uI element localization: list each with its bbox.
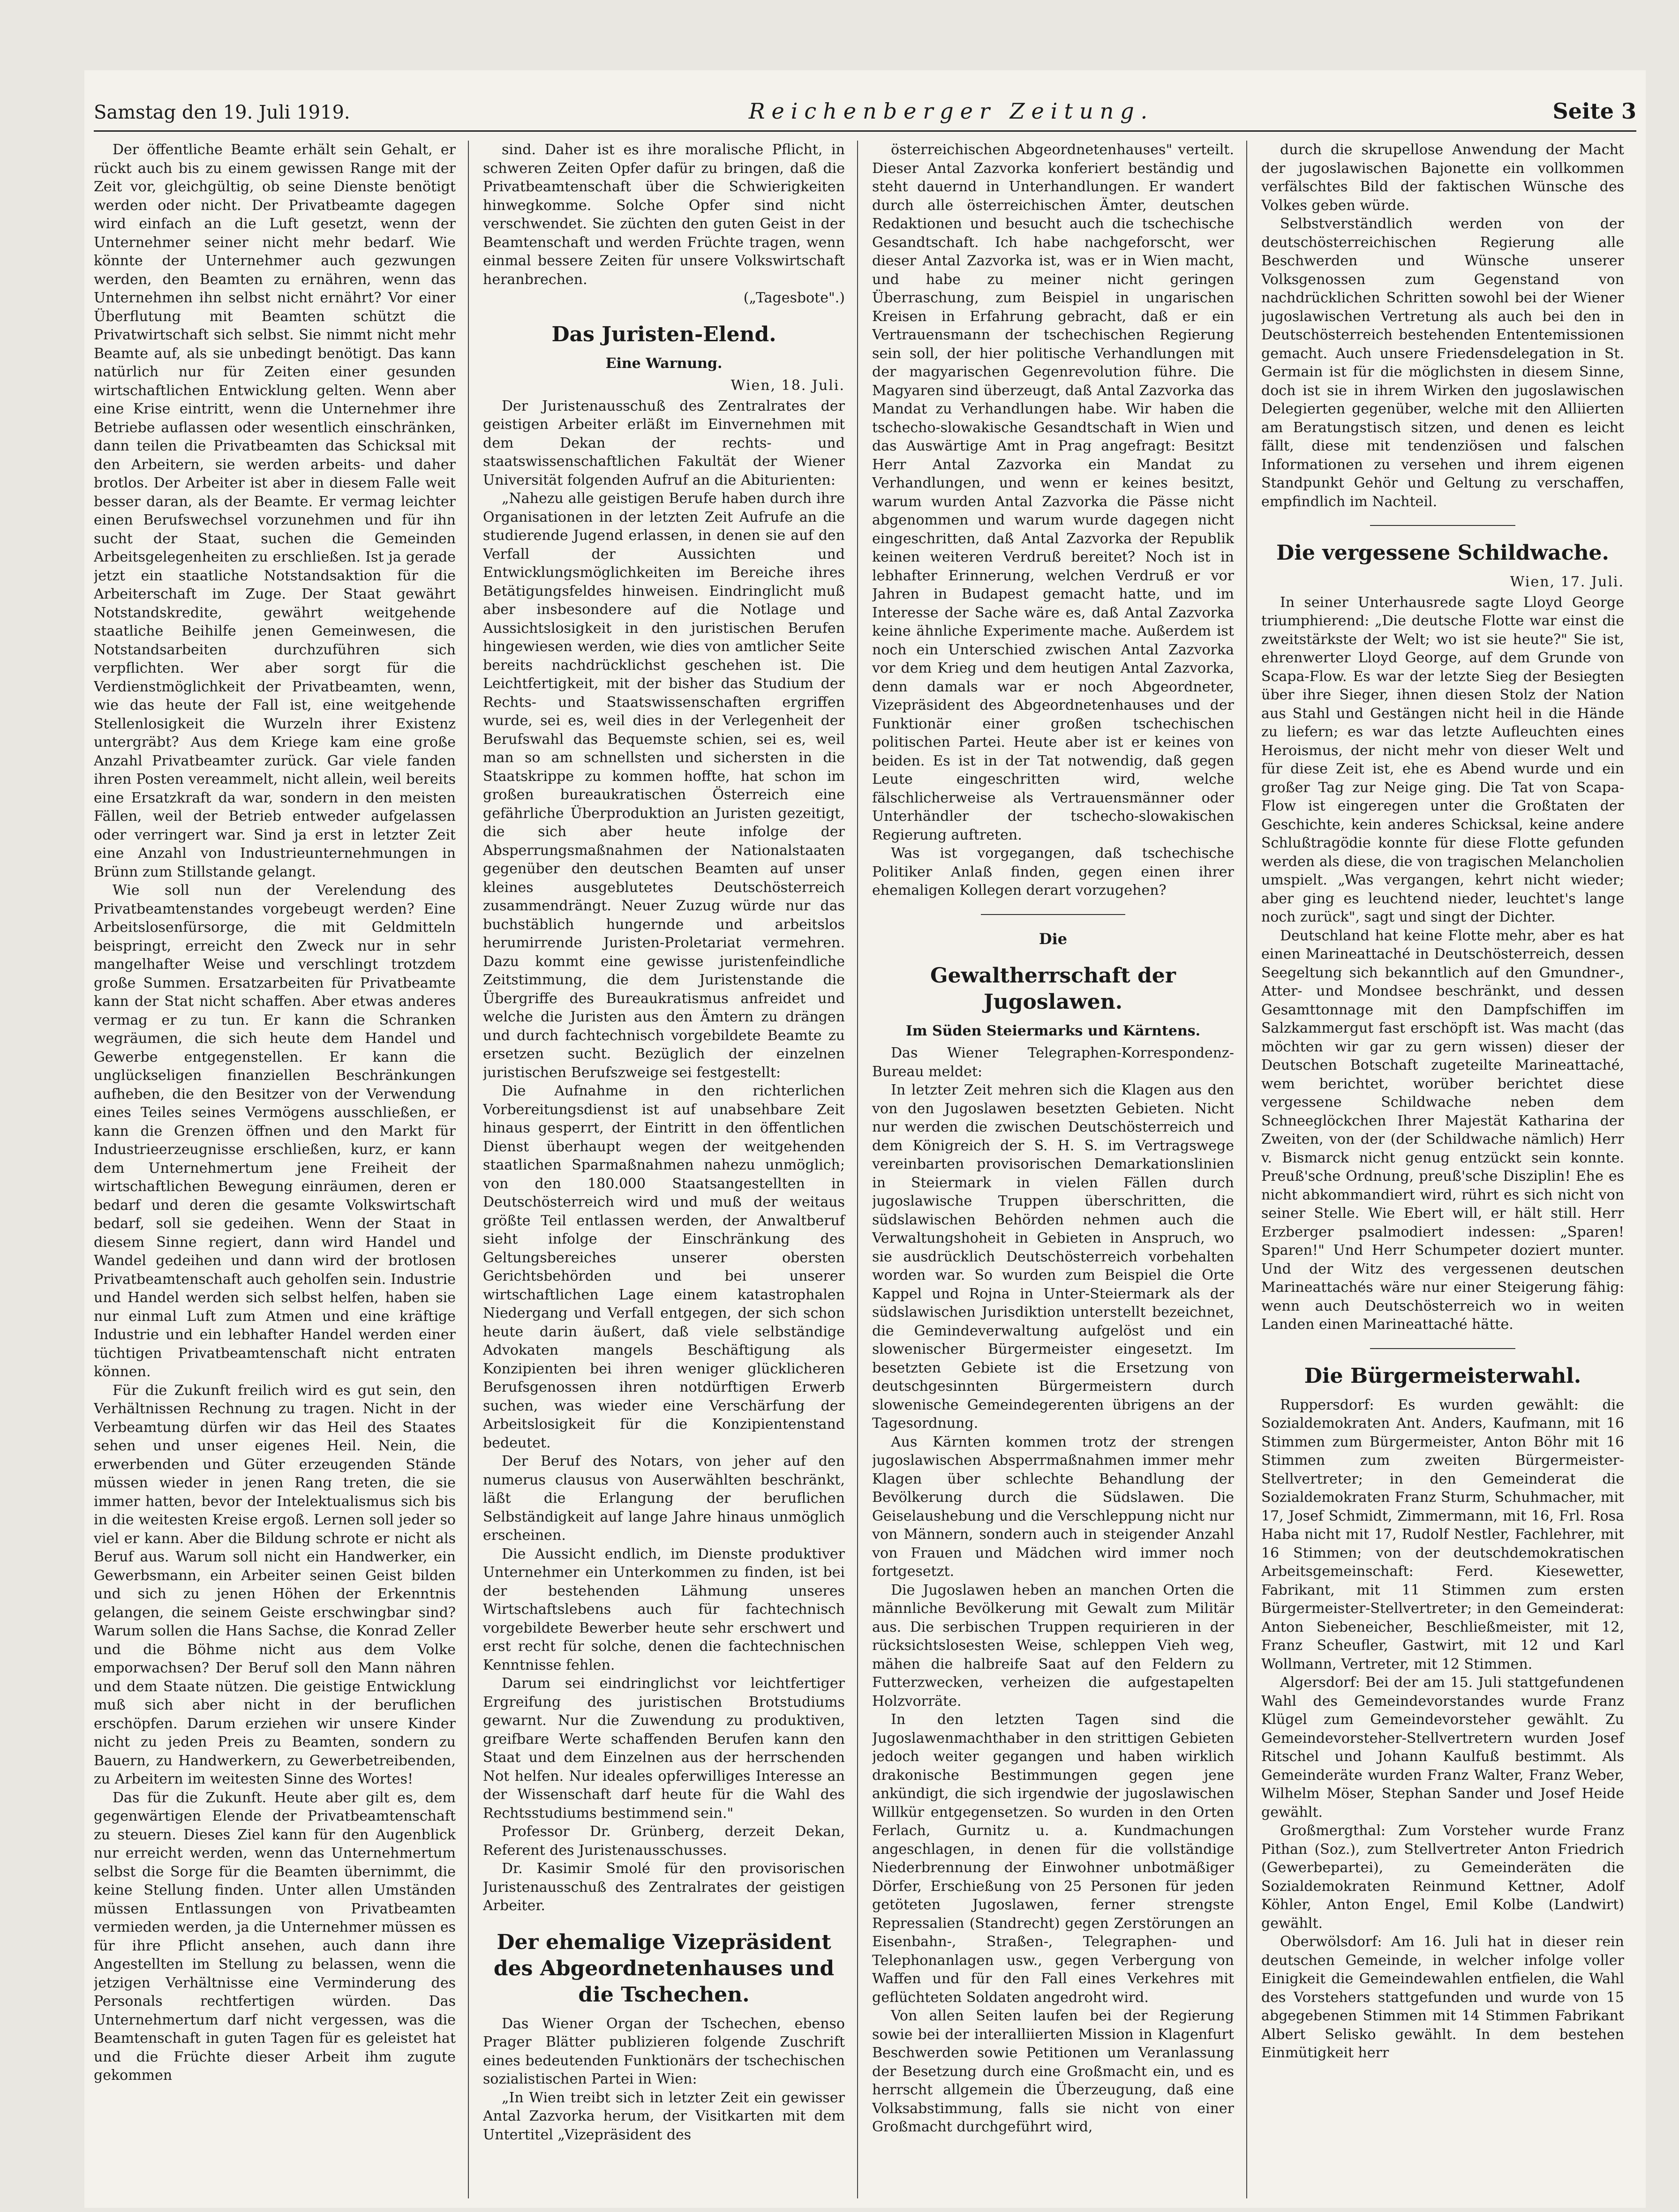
paragraph: Großmergthal: Zum Vorsteher wurde Franz Pithan (Soz.), zum Stellvertreter Anton Friedrich (Gewerbepartei), zu Gemeinderäten die Sozialdemokraten Reinmund Kettner, Adolf Köhler, Anton Engel, Emil Kolbe (Landwirt) gewählt.: [1261, 1822, 1624, 1932]
paragraph: Aus Kärnten kommen trotz der strengen jugoslawischen Absperrmaßnahmen immer mehr Klagen über schlechte Behandlung der Bevölkerung durch die Südslawen. Die Geiselaushebung und die Verschleppung nicht nur von Männern, sondern auch in steigender Anzahl von Frauen und Mädchen wird immer noch fortgesetzt.: [872, 1433, 1234, 1580]
divider: [1370, 525, 1515, 526]
paragraph: Das Wiener Telegraphen-Korrespondenz-Bureau meldet:: [872, 1045, 1234, 1080]
signature: Professor Dr. Grünberg, derzeit Dekan, Referent des Juristenausschusses.: [483, 1823, 845, 1859]
paragraph: In letzter Zeit mehren sich die Klagen aus den von den Jugoslawen besetzten Gebieten. Nicht nur werden die zwischen Deutschösterreich und dem Königreich der S. H. S. im Vertragswege vereinbarten provisorischen Demarkationslinien in Steiermark in vielen Fällen durch jugoslawische Truppen überschritten, die südslawischen Behörden nehmen auch die Verwaltungshoheit in Gebieten in Anspruch, wo sie ausdrücklich Deutschösterreich vorbehalten worden war. So wurden zum Beispiel die Orte Kappel und Rojna in Unter-Steiermark als der südslawischen Jurisdiktion unterstellt bezeichnet, die Gemindeverwaltung aufgelöst und ein slowenischer Bürgermeister eingesetzt. Im besetzten Gebiete ist die Ersetzung von deutschgesinnten Bürgermeistern durch slowenische Gemeindegerenten übrigens an der Tagesordnung.: [872, 1082, 1234, 1432]
paragraph: österreichischen Abgeordnetenhauses" verteilt. Dieser Antal Zazvorka konferiert beständig und steht dauernd in Unterhandlungen. Er wandert durch alle österreichischen Ämter, deutschen Redaktionen und besucht auch die tschechische Gesandtschaft. Ich habe nachgeforscht, wer dieser Antal Zazvorka ist, was er in Wien macht, und habe zu meiner nicht geringen Überraschung, zum Beispiel in ungarischen Kreisen in Erfahrung gebracht, daß er ein Vertrauensmann der tschechischen Regierung sein soll, der hier politische Verhandlungen mit der magyarischen Gegenrevolution führe. Die Magyaren sind überzeugt, daß Antal Zazvorka das Mandat zu Verhandlungen habe. Wir haben die tschecho-slowakische Gesandtschaft in Wien und das Auswärtige Amt in Prag angefragt: Besitzt Herr Antal Zazvorka ein Mandat zu Verhandlungen, und wenn er keines besitzt, warum wurden Antal Zazvorka die Pässe nicht abgenommen und warum wurde dagegen nicht eingeschritten, daß Antal Zazvorka der Republik keinen weiteren Verdruß bereitet? Noch ist in lebhafter Erinnerung, welchen Verdruß er vor Jahren in Budapest gemacht hatte, und im Interesse der Sache wäre es, daß Antal Zazvorka keine ähnliche Experimente mache. Außerdem ist noch ein Unterschied zwischen Antal Zazvorka vor dem Krieg und dem heutigen Antal Zazvorka, denn damals war er noch Abgeordneter, Vizepräsident des Abgeordnetenhauses und der Funktionär einer großen tschechischen politischen Partei. Heute aber ist er keines von beiden. Es ist in der Tat notwendig, daß gegen Leute eingeschritten wird, welche fälschlicherweise als Vertrauensmänner oder Unterhändler der tschecho-slowakischen Regierung auftreten.: [872, 142, 1234, 843]
paragraph: Von allen Seiten laufen bei der Regierung sowie bei der interalliierten Mission in Klagenfurt Beschwerden sowie Petitionen um Veranlassung der Besetzung durch eine Großmacht ein, und es herrscht allgemein die Überzeugung, daß eine Volksabstimmung, falls sie nicht von einer Großmacht durchgeführt wird,: [872, 2008, 1234, 2135]
paragraph: Das Wiener Organ der Tschechen, ebenso Prager Blätter publizieren folgende Zuschrift eines bedeutenden Funktionärs der tschechischen sozialistischen Partei in Wien:: [483, 2015, 845, 2087]
column-2: [483, 141, 858, 2198]
divider: [1370, 1348, 1515, 1349]
paragraph: Selbstverständlich werden von der deutschösterreichischen Regierung alle Beschwerden und Wünsche unserer Volksgenossen zum Gegenstand von nachdrücklichen Schritten sowohl bei der Wiener jugoslawischen Vertretung als auch bei den in Deutschösterreich bestehenden Ententemissionen gemacht. Auch unsere Friedensdelegation in St. Germain ist für die möglichsten in diesem Sinne, doch ist sie in ihrem Wirken den jugoslawischen Delegierten gegenüber, welche mit den Alliierten am Beratungstisch sitzen, und denen es leicht fällt, diese mit tendenziösen und falschen Informationen zu versehen und ihrem eigenen Standpunkt Gehör und Geltung zu verschaffen, empfindlich im Nachteil.: [1261, 216, 1624, 510]
paragraph: Für die Zukunft freilich wird es gut sein, den Verhältnissen Rechnung zu tragen. Nicht in der Verbeamtung dürfen wir das Heil des Staates sehen und unser eigenes Heil. Nein, die erwerbenden und Güter erzeugenden Stände müssen wieder in jenen Rang treten, die sie immer hatten, bevor der Intelektualismus sich bis in die weitesten Kreise ergoß. Lernen soll jeder so viel er kann. Aber die Bildung schrote er nicht als Beruf aus. Warum soll nicht ein Handwerker, ein Gewerbsmann, ein Arbeiter seinen Geist bilden und sich zu jenen Höhen der Erkenntnis gelangen, die seinem Geiste erschwingbar sind? Warum sollen die Hans Sachse, die Konrad Zeller und die Böhme nicht aus dem Volke emporwachsen? Der Beruf soll den Mann nähren und dem Staate nützen. Die geistige Entwicklung muß sich aber nicht in der beruflichen erschöpfen. Darum erziehen wir unsere Kinder nicht zu jeden Preis zu Beamten, sondern zu Bauern, zu Handwerkern, zu Gewerbetreibenden, zu Arbeitern im weitesten Sinne des Wortes!: [94, 1382, 456, 1787]
paragraph: Der Beruf des Notars, von jeher auf den numerus clausus von Auserwählten beschränkt, läßt die Erlangung der beruflichen Selbständigkeit auf lange Jahre hinaus unmöglich erscheinen.: [483, 1453, 845, 1544]
column-3: [872, 141, 1247, 2198]
masthead: [94, 98, 1636, 127]
dateline: Wien, 17. Juli.: [1510, 574, 1624, 590]
article-headline: Gewaltherrschaft der Jugoslawen.: [930, 963, 1176, 1014]
paragraph: In den letzten Tagen sind die Jugoslawenmachthaber in den strittigen Gebieten jedoch weiter gegangen und haben wirklich drakonische Bestimmungen gegen jene ankündigt, die sich irgendwie der jugoslawischen Willkür entgegensetzen. So wurden in den Orten Ferlach, Gurnitz u. a. Kundmachungen angeschlagen, in denen für die vollständige Niederbrennung der Einwohner unbotmäßiger Dörfer, Erschießung von 25 Personen für jeden getöteten Jugoslawen, ferner strengste Repressalien (Standrecht) gegen Zerstörungen an Eisenbahn-, Straßen-, Telegraphen- und Telephonanlagen usw., gegen Verbergung von Waffen und für den Fall eines Verkehres mit geflüchteten Soldaten angedroht wird.: [872, 1711, 1234, 2006]
paragraph: Die Aufnahme in den richterlichen Vorbereitungsdienst ist auf unabsehbare Zeit hinaus gesperrt, der Eintritt in den öffentlichen Dienst überhaupt wegen der weitgehenden staatlichen Sparmaßnahmen nahezu unmöglich; von den 180.000 Staatsangestellten in Deutschösterreich wird und muß der weitaus größte Teil entlassen werden, der Anwaltberuf sieht infolge der Einschränkung des Geltungsbereiches unserer obersten Gerichtsbehörden und bei unserer wirtschaftlichen Lage einem katastrophalen Niedergang und Verfall entgegen, der sich schon heute darin äußert, daß viele selbständige Advokaten mangels Beschäftigung als Konzipienten bei ihren weniger glücklicheren Berufsgenossen ihren notdürftigen Erwerb suchen, was wieder eine Verschärfung der Arbeitslosigkeit für die Konzipientenstand bedeutet.: [483, 1083, 845, 1451]
paragraph: Darum sei eindringlichst vor leichtfertiger Ergreifung des juristischen Brotstudiums gewarnt. Nur die Zuwendung zu produktiven, greifbare Werte schaffenden Berufen kann den Staat und dem Einzelnen aus der herrschenden Not helfen. Nur ideales opferwilliges Interesse an der Wissenschaft darf heute für die Wahl des Rechtsstudiums bestimmend sein.": [483, 1675, 845, 1822]
paragraph: „Nahezu alle geistigen Berufe haben durch ihre Organisationen in der letzten Zeit Aufrufe an die studierende Jugend erlassen, in denen sie auf den Verfall der Aussichten und Entwicklungsmöglichkeiten im Bereiche ihres Betätigungsfeldes hinweisen. Eindringlicht muß aber insbesondere auf die Notlage und Aussichtslosigkeit in den juristischen Berufen hingewiesen werden, wie dies von amtlicher Seite bereits nachdrücklichst geschehen ist. Die Leichtfertigkeit, mit der bisher das Studium der Rechts- und Staatswissenschaften ergriffen wurde, sei es, weil dies in der Verlegenheit der Berufswahl das Bequemste schien, sei es, weil man so am schnellsten und sichersten in die Staatskrippe zu kommen hoffte, hat schon im großen bureaukratischen Österreich eine gefährliche Überproduktion an Juristen gezeitigt, die sich aber heute infolge der Absperrungsmaßnahmen der Nationalstaaten gegenüber den deutschen Beamten auf unser kleines ausgeblutetes Deutschösterreich zusammendrängt. Neuer Zuzug würde nur das buchstäblich hungernde und arbeitslos herumirrende Juristen-Proletariat vermehren. Dazu kommt eine gewisse juristenfeindliche Zeitstimmung, die dem Juristenstande die Übergriffe des Bureaukratismus anfreidet und welche die Juristen aus den Ämtern zu drängen und durch fachtechnisch vorgebildete Beamte zu ersetzen sucht. Bezüglich der einzelnen juristischen Berufszweige sei festgestellt:: [483, 490, 845, 1081]
paragraph: Was ist vorgegangen, daß tschechische Politiker Anlaß finden, gegen einen ihrer ehemaligen Kollegen derart vorzugehen?: [872, 845, 1234, 899]
article-headline: Der ehemalige Vizepräsident des Abgeordnetenhauses und die Tschechen.: [493, 1930, 835, 2007]
divider: [981, 914, 1126, 915]
source-citation: („Tagesbote".): [743, 290, 845, 306]
paragraph: Ruppersdorf: Es wurden gewählt: die Sozialdemokraten Ant. Anders, Kaufmann, mit 16 Stimmen zum Bürgermeister, Anton Böhr mit 16 Stimmen zum zweiten Bürgermeister-Stellvertreter; in den Gemeinderat die Sozialdemokraten Franz Sturm, Schuhmacher, mit 17, Josef Schmidt, Zimmermann, mit 16, Frl. Rosa Haba nicht mit 17, Rudolf Nestler, Fachlehrer, mit 16 Stimmen; von der deutschdemokratischen Arbeitsgemeinschaft: Ferd. Kiesewetter, Fabrikant, mit 11 Stimmen zum ersten Bürgermeister-Stellvertreter; in den Gemeinderat: Anton Siebeneicher, Beschließmeister, mit 12, Franz Scheufler, Gastwirt, mit 12 und Karl Wollmann, Vertreter, mit 12 Stimmen.: [1261, 1396, 1624, 1672]
paragraph: „In Wien treibt sich in letzter Zeit ein gewisser Antal Zazvorka herum, der Visitkarten mit dem Untertitel „Vizepräsident des: [483, 2089, 845, 2143]
article-subhead: Im Süden Steiermarks und Kärntens.: [905, 1022, 1201, 1039]
article-headline: Die Bürgermeisterwahl.: [1304, 1364, 1581, 1388]
article-headline: Das Juristen-Elend.: [551, 322, 776, 346]
text-columns: [94, 141, 1636, 2198]
paragraph: Der Juristenausschuß des Zentralrates der geistigen Arbeiter erläßt im Einvernehmen mit dem Dekan der rechts- und staatswissenschaftlichen Fakultät der Wiener Universität folgenden Aufruf an die Abiturienten:: [483, 397, 845, 488]
paragraph: Deutschland hat keine Flotte mehr, aber es hat einen Marineattaché in Deutschösterreich, dessen Seegeltung sich bekanntlich auf den Gmundner-, Atter- und Mondsee beschränkt, und dessen Gesamttonnage mit den Dampfschiffen im Salzkammergut fast erschöpft ist. Was macht (das möchten wir gar zu gern wissen) dieser der Deutschen Botschaft zugeteilte Marineattaché, wem berichtet, worüber berichtet diese vergessene Schildwache neben dem Schneeglöckchen Ihrer Majestät Katharina der Zweiten, von der (der Schildwache nämlich) Herr v. Bismarck nicht genug entzückt sein konnte. Preuß'sche Ordnung, preuß'sche Disziplin! Ehe es nicht abkommandiert wird, rührt es sich nicht von seiner Stelle. Wie Ebert will, er hält still. Herr Erzberger psalmodiert indessen: „Sparen! Sparen!" Und Herr Schumpeter doziert munter. Und der Witz des vergessenen deutschen Marineattachés wäre nur einer Steigerung fähig: wenn auch Deutschösterreich wo in weiten Landen einen Marineattaché hätte.: [1261, 927, 1624, 1333]
issue-date: Samstag den 19. Juli 1919.: [94, 102, 350, 123]
paragraph: Algersdorf: Bei der am 15. Juli stattgefundenen Wahl des Gemeindevorstandes wurde Franz Klügel zum Gemeindevorsteher gewählt. Zu Gemeindevorsteher-Stellvertretern wurden Josef Ritschel und Johann Kaulfuß bestimmt. Als Gemeinderäte wurden Franz Walter, Franz Weber, Wilhelm Möser, Stephan Sander und Josef Heide gewählt.: [1261, 1674, 1624, 1821]
dateline: Wien, 18. Juli.: [730, 377, 845, 394]
column-4: [1261, 141, 1636, 2198]
paragraph: Die Jugoslawen heben an manchen Orten die männliche Bevölkerung mit Gewalt zum Militär aus. Die serbischen Truppen requirieren in der rücksichtslosesten Weise, schleppen Vieh weg, mähen die halbreife Saat auf den Feldern zu Futterzwecken, verheizen die aufgestapelten Holzvorräte.: [872, 1582, 1234, 1710]
signature: Dr. Kasimir Smolé für den provisorischen Juristenausschuß des Zentralrates der geistigen Arbeiter.: [483, 1860, 845, 1914]
paragraph: Wie soll nun der Verelendung des Privatbeamtenstandes vorgebeugt werden? Eine Arbeitslosenfürsorge, die mit Geldmitteln beispringt, erreicht den Zweck nur in sehr mangelhafter Weise und verschlingt trotzdem große Summen. Ersatzarbeiten für Privatbeamte kann der Stat nicht schaffen. Aber etwas anderes vermag er zu tun. Er kann die Schranken wegräumen, die sich heute dem Handel und Gewerbe entgegenstellen. Er kann die unglückseligen finanziellen Beschränkungen aufheben, die den Besitzer von der Verwendung eines Teiles seines Vermögens ausschließen, er kann die Grenzen öffnen und den Markt für Industrieerzeugnisse erschließen, kurz, er kann dem Unternehmertum jene Freiheit der wirtschaftlichen Bewegung einräumen, deren er bedarf und deren die gesamte Volkswirtschaft bedarf, soll sie gedeihen. Wenn der Staat in diesem Sinne regiert, dann wird Handel und Wandel gedeihen und dann wird der brotlosen Privatbeamtenschaft auch geholfen sein. Industrie und Handel werden sich selbst helfen, haben sie nur einmal Luft zum Atmen und eine kräftige Industrie und ein lebhafter Handel werden einer tüchtigen Privatbeamtenschaft nicht entraten können.: [94, 882, 456, 1380]
paragraph: Der öffentliche Beamte erhält sein Gehalt, er rückt auch bis zu einem gewissen Range mit der Zeit vor, gleichgültig, ob seine Dienste benötigt werden oder nicht. Der Privatbeamte dagegen wird einfach an die Luft gesetzt, wenn der Unternehmer seiner nicht mehr bedarf. Wie könnte der Unternehmer auch gezwungen werden, den Beamten zu ernähren, wenn das Unternehmen ihn selbst nicht ernährt? Vor einer Überflutung mit Beamten schützt die Privatwirtschaft sich selbst. Sie nimmt nicht mehr Beamte auf, als sie unbedingt benötigt. Das kann natürlich nur für Zeiten einer gesunden wirtschaftlichen Entwicklung gelten. Wenn aber eine Krise eintritt, wenn die Unternehmer ihre Betriebe auflassen oder wesentlich einschränken, dann teilen die Privatbeamten das Schicksal mit den Arbeitern, sie werden arbeits- und daher brotlos. Der Arbeiter ist aber in diesem Falle weit besser daran, als der Beamte. Er vermag leichter einen Berufswechsel vorzunehmen und für ihn sucht der Staat, suchen die Gemeinden Arbeitsgelegenheiten zu erschließen. Ist ja gerade jetzt ein staatliche Notstandsaktion für die Arbeiterschaft im Zuge. Der Staat gewährt Notstandskredite, gewährt weitgehende staatliche Beihilfe jenen Gemeinwesen, die Notstandsarbeiten durchzuführen sich verpflichten. Wer aber sorgt für die Verdienstmöglichkeit der Privatbeamten, wenn, wie das heute der Fall ist, eine weitgehende Stellenlosigkeit die Wurzeln ihrer Existenz untergräbt? Aus dem Kriege kam eine große Anzahl Privatbeamter zurück. Gar viele fanden ihren Posten vereammelt, nicht allein, weil bereits eine Ersatzkraft da war, sondern in den meisten Fällen, weil der Betrieb entweder aufgelassen oder verringert war. Sind ja erst in letzter Zeit eine Anzahl von Industrieunternehmungen in Brünn zum Stillstande gelangt.: [94, 142, 456, 880]
paragraph: Oberwölsdorf: Am 16. Juli hat in dieser rein deutschen Gemeinde, in welcher infolge voller Einigkeit die Gemeindewahlen entfielen, die Wahl des Vorstehers stattgefunden und wurde von 15 abgegebenen Stimmen mit 14 Stimmen Fabrikant Albert Selisko gewählt. In dem bestehen Einmütigkeit herr: [1261, 1934, 1624, 2061]
paragraph: sind. Daher ist es ihre moralische Pflicht, in schweren Zeiten Opfer dafür zu bringen, daß die Privatbeamtenschaft über die Schwierigkeiten hinwegkomme. Solche Opfer sind nicht verschwendet. Sie züchten den guten Geist in der Beamtenschaft und werden Früchte tragen, wenn einmal bessere Zeiten für unsere Volkswirtschaft heranbrechen.: [483, 142, 845, 288]
page-number: Seite 3: [1552, 98, 1636, 124]
paragraph: In seiner Unterhausrede sagte Lloyd George triumphierend: „Die deutsche Flotte war einst die zweitstärkste der Welt; wo ist sie heute?" Sie ist, ehrenwerter Lloyd George, auf dem Grunde von Scapa-Flow. Es war der letzte Sieg der Besiegten über ihre Sieger, ihnen diesen Stolz der Nation aus Stahl und Gestängen nicht heil in die Hände zu liefern; es war das letzte Aufleuchten eines Heroismus, der nicht mehr von dieser Welt und für diese Zeit ist, ehe es Abend wurde und ein großer Tag zur Neige ging. Die Tat von Scapa-Flow ist eingeregen unter die Großtaten der Geschichte, kein anderes Schicksal, keine andere Schlußtragödie konnte für diese Flotte gefunden werden als diese, die von tragischen Melancholien umspielt. „Was vergangen, kehrt nicht wieder; aber ging es leuchtend nieder, leuchtet's lange noch zurück", sagt und singt der Dichter.: [1261, 594, 1624, 925]
newspaper-page: [84, 70, 1646, 2208]
column-1: [94, 141, 469, 2198]
paragraph: durch die skrupellose Anwendung der Macht der jugoslawischen Bajonette ein vollkommen verfälschtes Bild der faktischen Wünsche des Volkes geben würde.: [1261, 142, 1624, 214]
article-headline: Die vergessene Schildwache.: [1276, 541, 1609, 565]
paragraph: Das für die Zukunft. Heute aber gilt es, dem gegenwärtigen Elende der Privatbeamtenschaft zu steuern. Dieses Ziel kann für den Augenblick nur erreicht werden, wenn das Unternehmertum selbst die Sorge für die Beamten übernimmt, die keine Stellung finden. Unter allen Umständen müssen Entlassungen von Privatbeamten vermieden werden, ja die Unternehmer müssen es für ihre Pflicht ansehen, auch dann ihre Angestellten im Stellung zu belassen, wenn die jetzigen Verhältnisse eine Verminderung des Personals rechtfertigen würden. Das Unternehmertum darf nicht vergessen, was die Beamtenschaft in guten Tagen für es geleistet hat und die Früchte dieser Arbeit ihm zugute gekommen: [94, 1789, 456, 2084]
masthead-rule: [94, 130, 1636, 132]
article-preheadline: Die: [1039, 930, 1068, 948]
newspaper-title: Reichenberger Zeitung.: [748, 98, 1154, 124]
paragraph: Die Aussicht endlich, im Dienste produktiver Unternehmer ein Unterkommen zu finden, ist bei der bestehenden Lähmung unseres Wirtschaftslebens auch für fachtechnisch vorgebildete Bewerber heute sehr erschwert und erst recht für solche, denen die fachtechnischen Kenntnisse fehlen.: [483, 1545, 845, 1673]
article-subhead: Eine Warnung.: [605, 355, 723, 372]
